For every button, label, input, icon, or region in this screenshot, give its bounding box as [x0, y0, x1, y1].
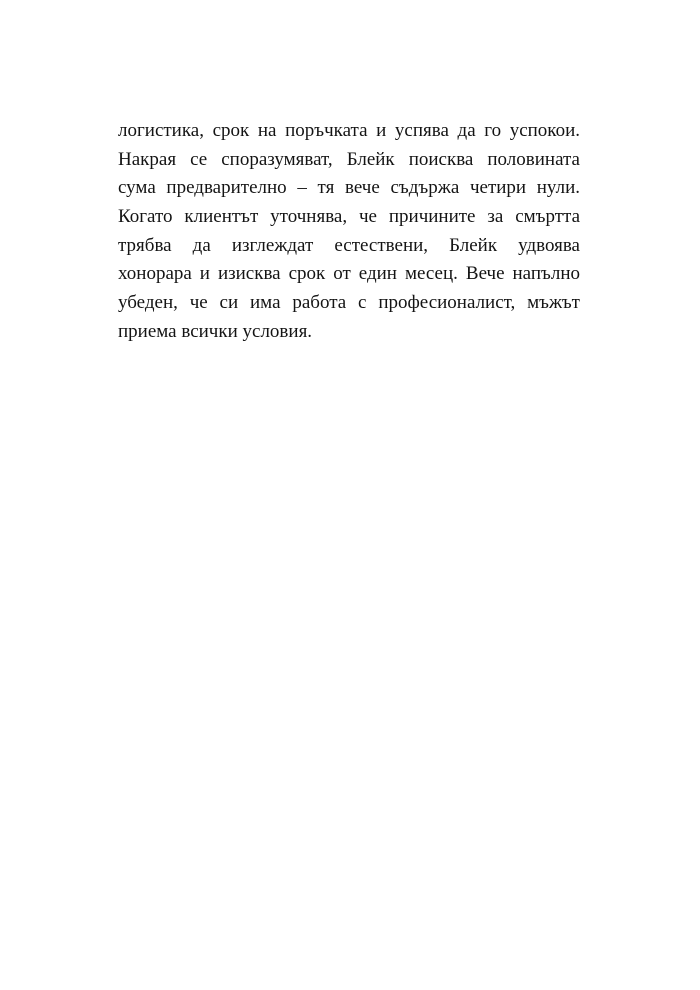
- paragraph-line: трябва да изглеждат естествени, Блейк удвоява: [118, 234, 580, 256]
- paragraph-line: приема всички условия.: [118, 320, 313, 342]
- paragraph-line: Накрая се споразумяват, Блейк поисква половината: [118, 148, 580, 170]
- paragraph-line: убеден, че си има работа с професионалист, мъжът: [118, 292, 580, 314]
- paragraph-line: хонорара и изисква срок от един месец. Вече напълно: [118, 263, 580, 285]
- paragraph-line: логистика, срок на поръчката и успява да го успокои.: [118, 120, 580, 141]
- paragraph-line: Когато клиентът уточнява, че причините за смъртта: [118, 206, 580, 228]
- paragraph-line: сума предварително – тя вече съдържа четири нули.: [118, 177, 580, 199]
- body-paragraph: [118, 117, 580, 347]
